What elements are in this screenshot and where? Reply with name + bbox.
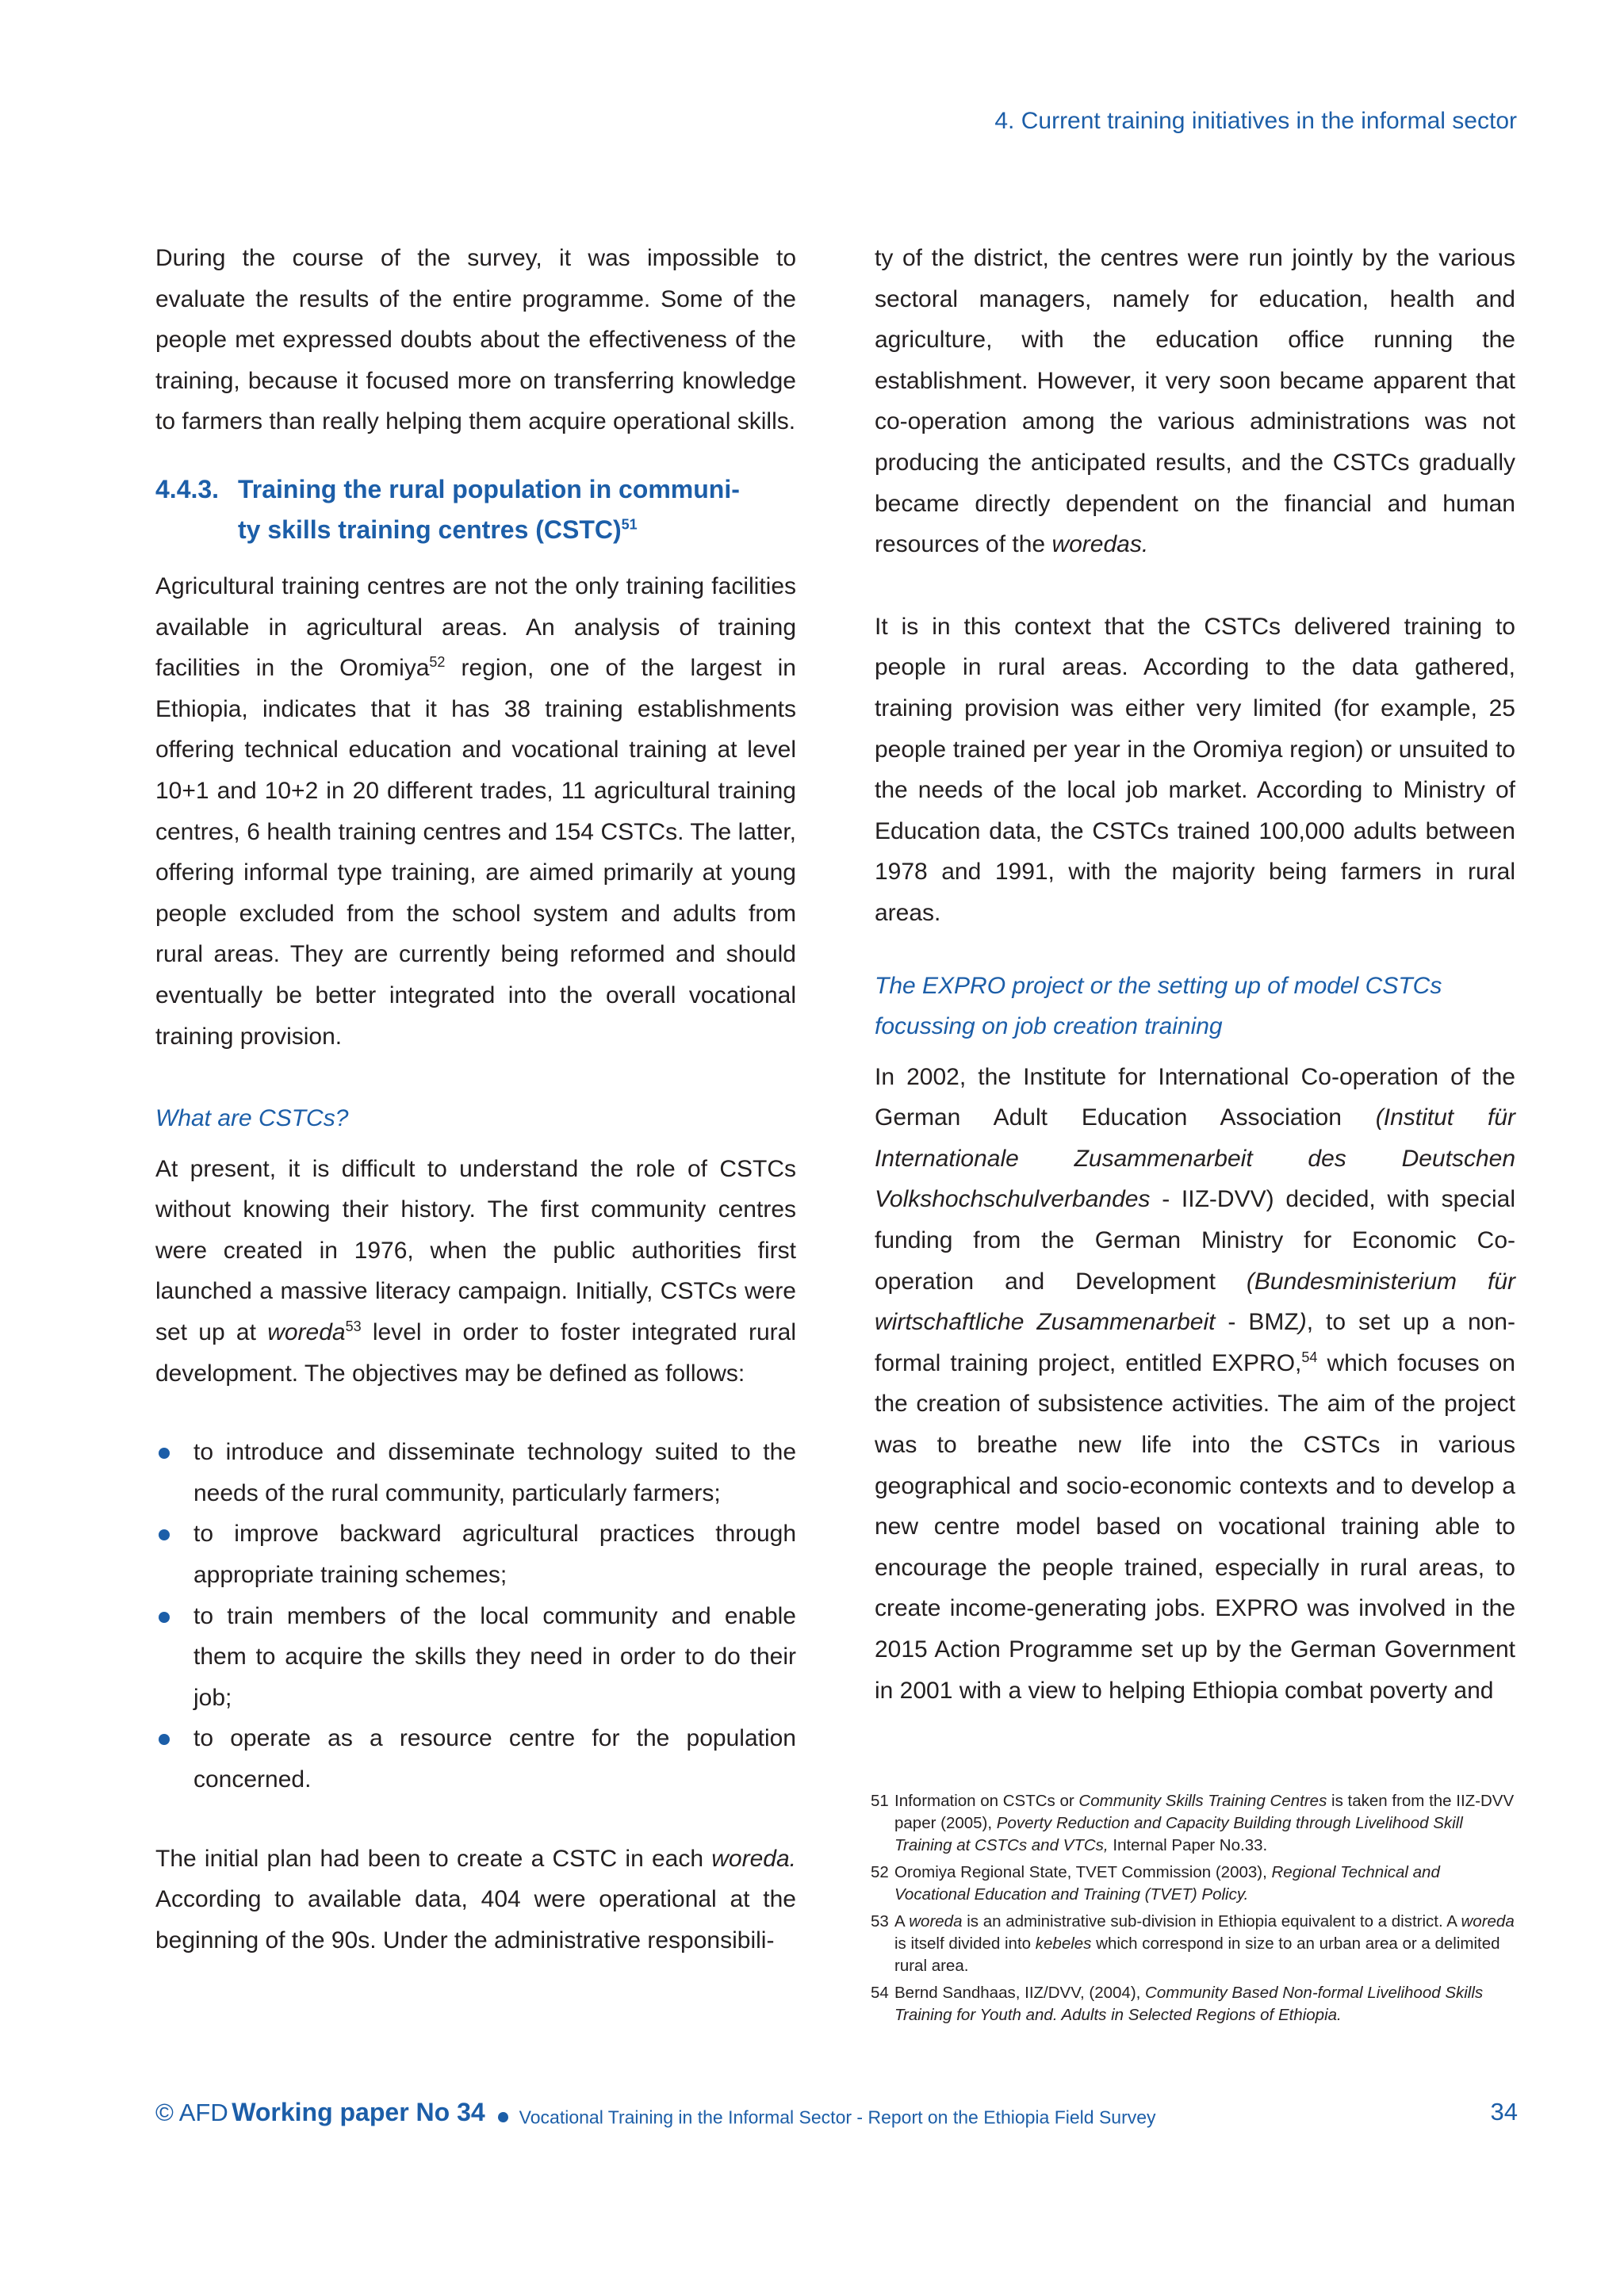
subheading-line-1: The EXPRO project or the setting up of model CSTCs (875, 972, 1442, 999)
bullet-icon (159, 1448, 170, 1459)
text: which focuses on the creation of subsistence activities. The aim of the project was to breathe new life into the CSTCs in various geographical and socio-economic contexts and to develop a new centre model based on vocational training able to encourage the people trained, especially in rural areas, to create income-generating jobs. EXPRO was involved in the 2015 Action Programme set up by the German Government in 2001 with a view to helping Ethiopia combat poverty and (875, 1349, 1515, 1704)
text-italic: (Institut für Internationale Zusammenarbeit des Deutschen Volkshochschulverbandes (875, 1104, 1515, 1213)
text-italic: Community Skills Training Centres (1078, 1792, 1327, 1810)
footnote-ref: 51 (621, 516, 638, 533)
footnote-number: 51 (871, 1792, 889, 1810)
paragraph (155, 1149, 796, 1395)
subheading: What are CSTCs? (155, 1105, 349, 1132)
footnote-number: 54 (871, 1984, 889, 2002)
text: which correspond in size to an urban area or a delimited rural area. (894, 1934, 1500, 1975)
footnote-53 (871, 1911, 1517, 1977)
text-italic: woreda. (711, 1845, 796, 1872)
text: region, one of the largest in Ethiopia, indicates that it has 38 training establishments offering technical education and vocational training at level 10+1 and 10+2 in 20 different trades, 11 agricultural training centres, 6 health training centres and 154 CSTCs. The latter, offering informal type training, are aimed primarily at young people excluded from the school system and adults from rural areas. They are currently being reformed and should eventually be better integrated into the overall vocational training provision. (155, 655, 796, 1050)
paragraph: During the course of the survey, it was impossible to evaluate the results of the entire programme. Some of the people met expressed doubts about the effectiveness of the training, because it focused more on transferring knowledge to farmers than really helping them acquire operational skills. (155, 245, 796, 435)
text: Agricultural training centres are not the only training facilities available in agricultural areas. An analysis of training facilities in the Oromiya (155, 572, 796, 682)
text: Bernd Sandhaas, IIZ/DVV, (2004), (894, 1984, 1146, 2002)
paragraph (875, 1057, 1515, 1712)
list-item-text: to train members of the local community and enable them to acquire the skills they need in order to do their job; (193, 1602, 796, 1711)
text: is taken from the IIZ-DVV paper (2005), (894, 1792, 1515, 1832)
list-item-text: to improve backward agricultural practices through appropriate training schemes; (193, 1521, 796, 1589)
page-number: 34 (1490, 2098, 1518, 2126)
copyright: © AFD (155, 2099, 228, 2126)
footnote-number: 53 (871, 1912, 889, 1931)
bullet-list (155, 1432, 796, 1800)
footnote-ref: 54 (1301, 1349, 1318, 1365)
text-italic: Community Based Non-formal Livelihood Skills Training for Youth and. Adults in Selected Regions of Ethiopia. (894, 1984, 1484, 2024)
left-column (155, 238, 796, 1961)
text-italic: woreda (267, 1319, 346, 1346)
series-title: Working paper No 34 (232, 2098, 485, 2126)
paragraph (155, 1839, 796, 1961)
text: is an administrative sub-division in Ethiopia equivalent to a district. A (962, 1912, 1461, 1931)
text: The initial plan had been to create a CSTC in each (155, 1845, 712, 1872)
text-italic: ) (1298, 1309, 1307, 1336)
bullet-icon (159, 1734, 170, 1745)
footnote-ref: 52 (429, 654, 446, 671)
text: According to available data, 404 were operational at the beginning of the 90s. Under the administrative responsibili- (155, 1886, 796, 1954)
list-item-text: to introduce and disseminate technology suited to the needs of the rural community, particularly farmers; (193, 1439, 796, 1506)
section-number: 4.4.3. (155, 474, 220, 503)
text: At present, it is difficult to understand the role of CSTCs without knowing their history. The first community centres were created in 1976, when the public authorities first launched a massive literacy campaign. Initially, CSTCs were set up at (155, 1155, 796, 1346)
footnote-ref: 53 (345, 1318, 362, 1335)
list-item (155, 1718, 796, 1800)
footnote-54 (871, 1982, 1517, 2026)
text: ty of the district, the centres were run jointly by the various sectoral managers, namely for education, health and agriculture, with the education office running the establishment. However, it very soon became apparent that co-operation among the various administrations was not producing the anticipated results, and the CSTCs gradually became directly dependent on the financial and human resources of the (875, 245, 1515, 558)
section-title-line-1: Training the rural population in communi- (238, 474, 740, 503)
text: - IIZ-DVV) decided, with special funding from the German Ministry for Economic Co-operation and Development (875, 1186, 1515, 1295)
text-italic: kebeles (1035, 1934, 1092, 1953)
list-item (155, 1513, 796, 1595)
footnote-52 (871, 1862, 1517, 1906)
footnote-number: 52 (871, 1863, 889, 1881)
subheading-line-2: focussing on job creation training (875, 1013, 1223, 1040)
list-item-text: to operate as a resource centre for the population concerned. (193, 1725, 796, 1793)
text-italic: Poverty Reduction and Capacity Building through Livelihood Skill Training at CSTCs and VTCs, (894, 1814, 1463, 1854)
section-heading (155, 469, 796, 550)
paragraph (875, 238, 1515, 565)
text: is itself divided into (894, 1934, 1036, 1953)
text: - BMZ (1215, 1309, 1299, 1336)
text: Oromiya Regional State, TVET Commission (2003), (894, 1863, 1272, 1881)
text-italic: woreda (1461, 1912, 1515, 1931)
section-title-line-2: ty skills training centres (CSTC) (238, 515, 622, 544)
footnote-51 (871, 1790, 1517, 1857)
right-column (875, 238, 1515, 1711)
running-head: 4. Current training initiatives in the informal sector (994, 108, 1517, 134)
document-title: Vocational Training in the Informal Sector - Report on the Ethiopia Field Survey (519, 2107, 1156, 2128)
text: A (894, 1912, 910, 1931)
text: , to set up a non-formal training project, entitled EXPRO, (875, 1309, 1515, 1376)
text-italic: woreda (909, 1912, 963, 1931)
text-italic: woredas. (1051, 531, 1149, 558)
text-italic: Regional Technical and Vocational Education and Training (TVET) Policy. (894, 1863, 1440, 1904)
text-italic: (Bundesministerium für wirtschaftliche Zusammenarbeit (875, 1268, 1516, 1336)
paragraph: It is in this context that the CSTCs delivered training to people in rural areas. According to the data gathered, training provision was either very limited (for example, 25 people trained per year in the Oromiya region) or unsuited to the needs of the local job market. According to Ministry of Education data, the CSTCs trained 100,000 adults between 1978 and 1991, with the majority being farmers in rural areas. (875, 613, 1515, 926)
paragraph (155, 566, 796, 1057)
footnotes (871, 1790, 1517, 2031)
list-item (155, 1432, 796, 1513)
bullet-icon (159, 1612, 170, 1623)
subheading (875, 966, 1515, 1047)
text: level in order to foster integrated rural development. The objectives may be defined as follows: (155, 1319, 796, 1387)
text: Internal Paper No.33. (1108, 1836, 1268, 1854)
text: In 2002, the Institute for International Co-operation of the German Adult Education Association (875, 1063, 1515, 1131)
text: Information on CSTCs or (894, 1792, 1079, 1810)
bullet-icon (498, 2112, 508, 2122)
bullet-icon (159, 1529, 170, 1540)
list-item (155, 1596, 796, 1719)
page-footer (155, 2098, 1518, 2130)
